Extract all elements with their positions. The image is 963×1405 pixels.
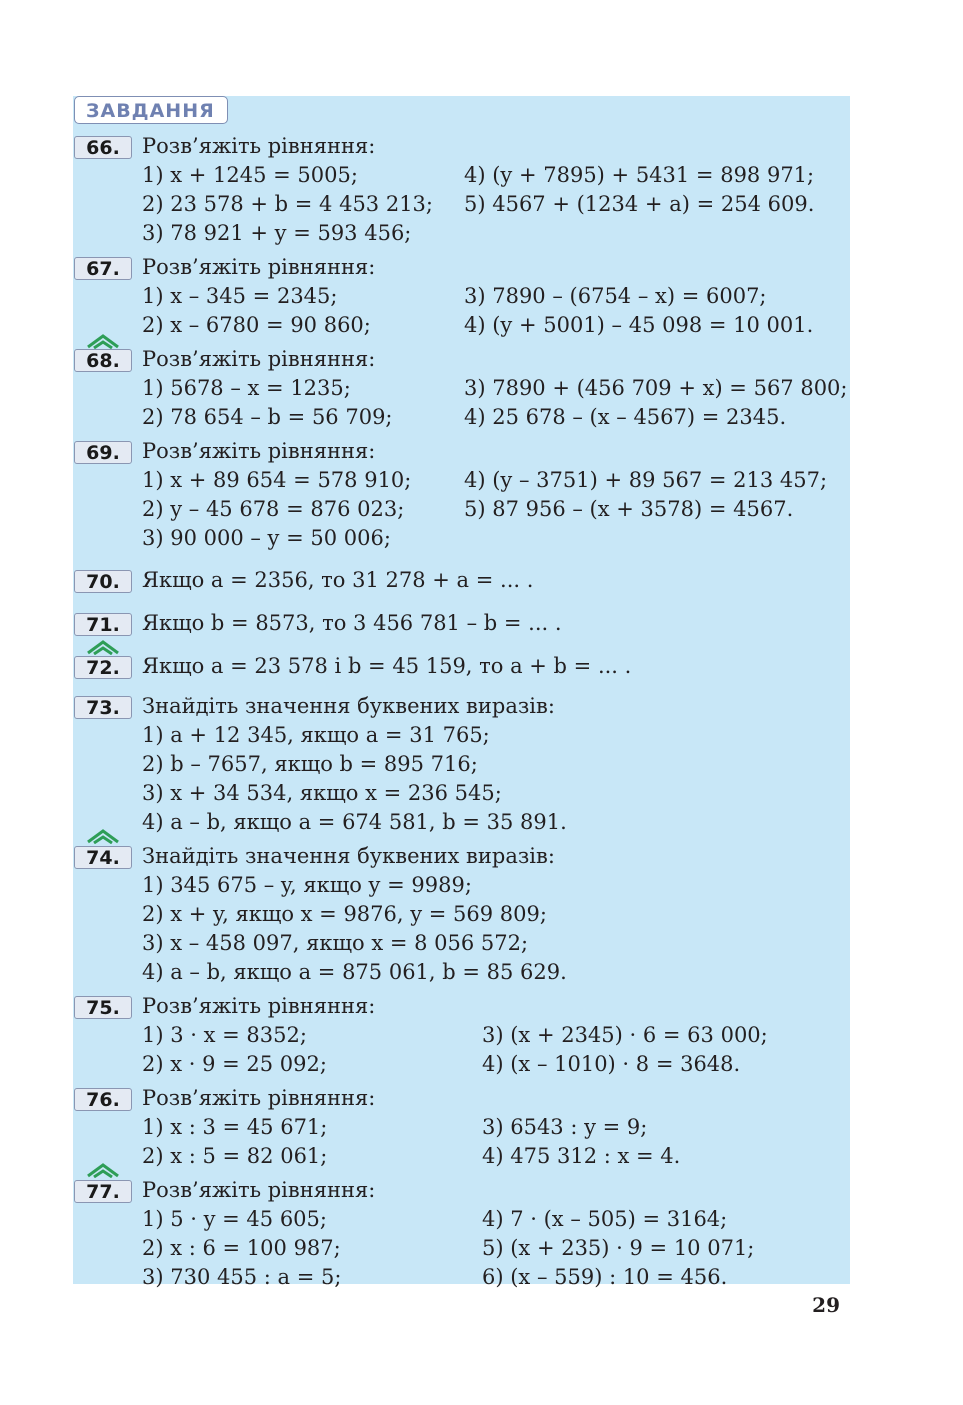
equation: 3) 7890 + (456 709 + x) = 567 800; (464, 376, 848, 400)
equation: 5) (x + 235) · 9 = 10 071; (482, 1236, 755, 1260)
task-number: 73. (74, 696, 132, 719)
equation: 1) x – 345 = 2345; (142, 284, 338, 308)
equation: 4) (y + 7895) + 5431 = 898 971; (464, 163, 815, 187)
equation: 4) 7 · (x – 505) = 3164; (482, 1207, 728, 1231)
equation: 4) (y + 5001) – 45 098 = 10 001. (464, 313, 814, 337)
task-title: Якщо b = 8573, то 3 456 781 – b = ... . (142, 611, 562, 635)
equation: 2) y – 45 678 = 876 023; (142, 497, 405, 521)
equation: 2) x · 9 = 25 092; (142, 1052, 327, 1076)
equation: 3) (x + 2345) · 6 = 63 000; (482, 1023, 768, 1047)
equation: 4) 25 678 – (x – 4567) = 2345. (464, 405, 787, 429)
task-title: Розв’яжіть рівняння: (142, 255, 376, 279)
equation: 2) 23 578 + b = 4 453 213; (142, 192, 433, 216)
equation: 6) (x – 559) : 10 = 456. (482, 1265, 728, 1289)
task-title: Знайдіть значення буквених виразів: (142, 844, 555, 868)
expression: 1) 345 675 – y, якщо y = 9989; (142, 873, 472, 897)
equation: 4) (y – 3751) + 89 567 = 213 457; (464, 468, 828, 492)
equation: 1) 5 · y = 45 605; (142, 1207, 327, 1231)
task-title: Розв’яжіть рівняння: (142, 347, 376, 371)
equation: 3) 90 000 – y = 50 006; (142, 526, 391, 550)
expression: 4) a – b, якщо a = 875 061, b = 85 629. (142, 960, 567, 984)
expression: 1) a + 12 345, якщо a = 31 765; (142, 723, 490, 747)
equation: 1) x + 1245 = 5005; (142, 163, 358, 187)
task-number: 76. (74, 1088, 132, 1111)
equation: 3) 6543 : y = 9; (482, 1115, 648, 1139)
task-number: 70. (74, 570, 132, 593)
house-roof-icon (86, 333, 120, 349)
task-number: 77. (74, 1180, 132, 1203)
equation: 4) (x – 1010) · 8 = 3648. (482, 1052, 741, 1076)
expression: 3) x – 458 097, якщо x = 8 056 572; (142, 931, 529, 955)
equation: 1) 3 · x = 8352; (142, 1023, 307, 1047)
equation: 2) x : 6 = 100 987; (142, 1236, 341, 1260)
task-number: 68. (74, 349, 132, 372)
equation: 1) 5678 – x = 1235; (142, 376, 351, 400)
task-number: 75. (74, 996, 132, 1019)
task-title: Розв’яжіть рівняння: (142, 1178, 376, 1202)
task-number: 67. (74, 257, 132, 280)
task-title: Якщо a = 23 578 і b = 45 159, то a + b = ... . (142, 654, 632, 678)
house-roof-icon (86, 828, 120, 844)
task-title: Розв’яжіть рівняння: (142, 439, 376, 463)
task-number: 74. (74, 846, 132, 869)
equation: 2) x : 5 = 82 061; (142, 1144, 328, 1168)
equation: 3) 78 921 + y = 593 456; (142, 221, 412, 245)
task-number: 71. (74, 613, 132, 636)
task-number: 69. (74, 441, 132, 464)
task-number: 66. (74, 136, 132, 159)
equation: 5) 4567 + (1234 + a) = 254 609. (464, 192, 815, 216)
equation: 2) x – 6780 = 90 860; (142, 313, 371, 337)
task-title: Розв’яжіть рівняння: (142, 134, 376, 158)
equation: 4) 475 312 : x = 4. (482, 1144, 681, 1168)
house-roof-icon (86, 1162, 120, 1178)
equation: 2) 78 654 – b = 56 709; (142, 405, 393, 429)
task-title: Якщо a = 2356, то 31 278 + a = ... . (142, 568, 534, 592)
expression: 2) b – 7657, якщо b = 895 716; (142, 752, 478, 776)
equation: 3) 730 455 : a = 5; (142, 1265, 342, 1289)
expression: 4) a – b, якщо a = 674 581, b = 35 891. (142, 810, 567, 834)
equation: 1) x : 3 = 45 671; (142, 1115, 328, 1139)
task-title: Розв’яжіть рівняння: (142, 1086, 376, 1110)
page-number: 29 (812, 1293, 840, 1317)
section-header: ЗАВДАННЯ (74, 96, 228, 124)
expression: 2) x + y, якщо x = 9876, y = 569 809; (142, 902, 547, 926)
task-title: Розв’яжіть рівняння: (142, 994, 376, 1018)
equation: 3) 7890 – (6754 – x) = 6007; (464, 284, 767, 308)
house-roof-icon (86, 639, 120, 655)
equation: 5) 87 956 – (x + 3578) = 4567. (464, 497, 794, 521)
expression: 3) x + 34 534, якщо x = 236 545; (142, 781, 502, 805)
equation: 1) x + 89 654 = 578 910; (142, 468, 412, 492)
task-number: 72. (74, 656, 132, 679)
task-title: Знайдіть значення буквених виразів: (142, 694, 555, 718)
